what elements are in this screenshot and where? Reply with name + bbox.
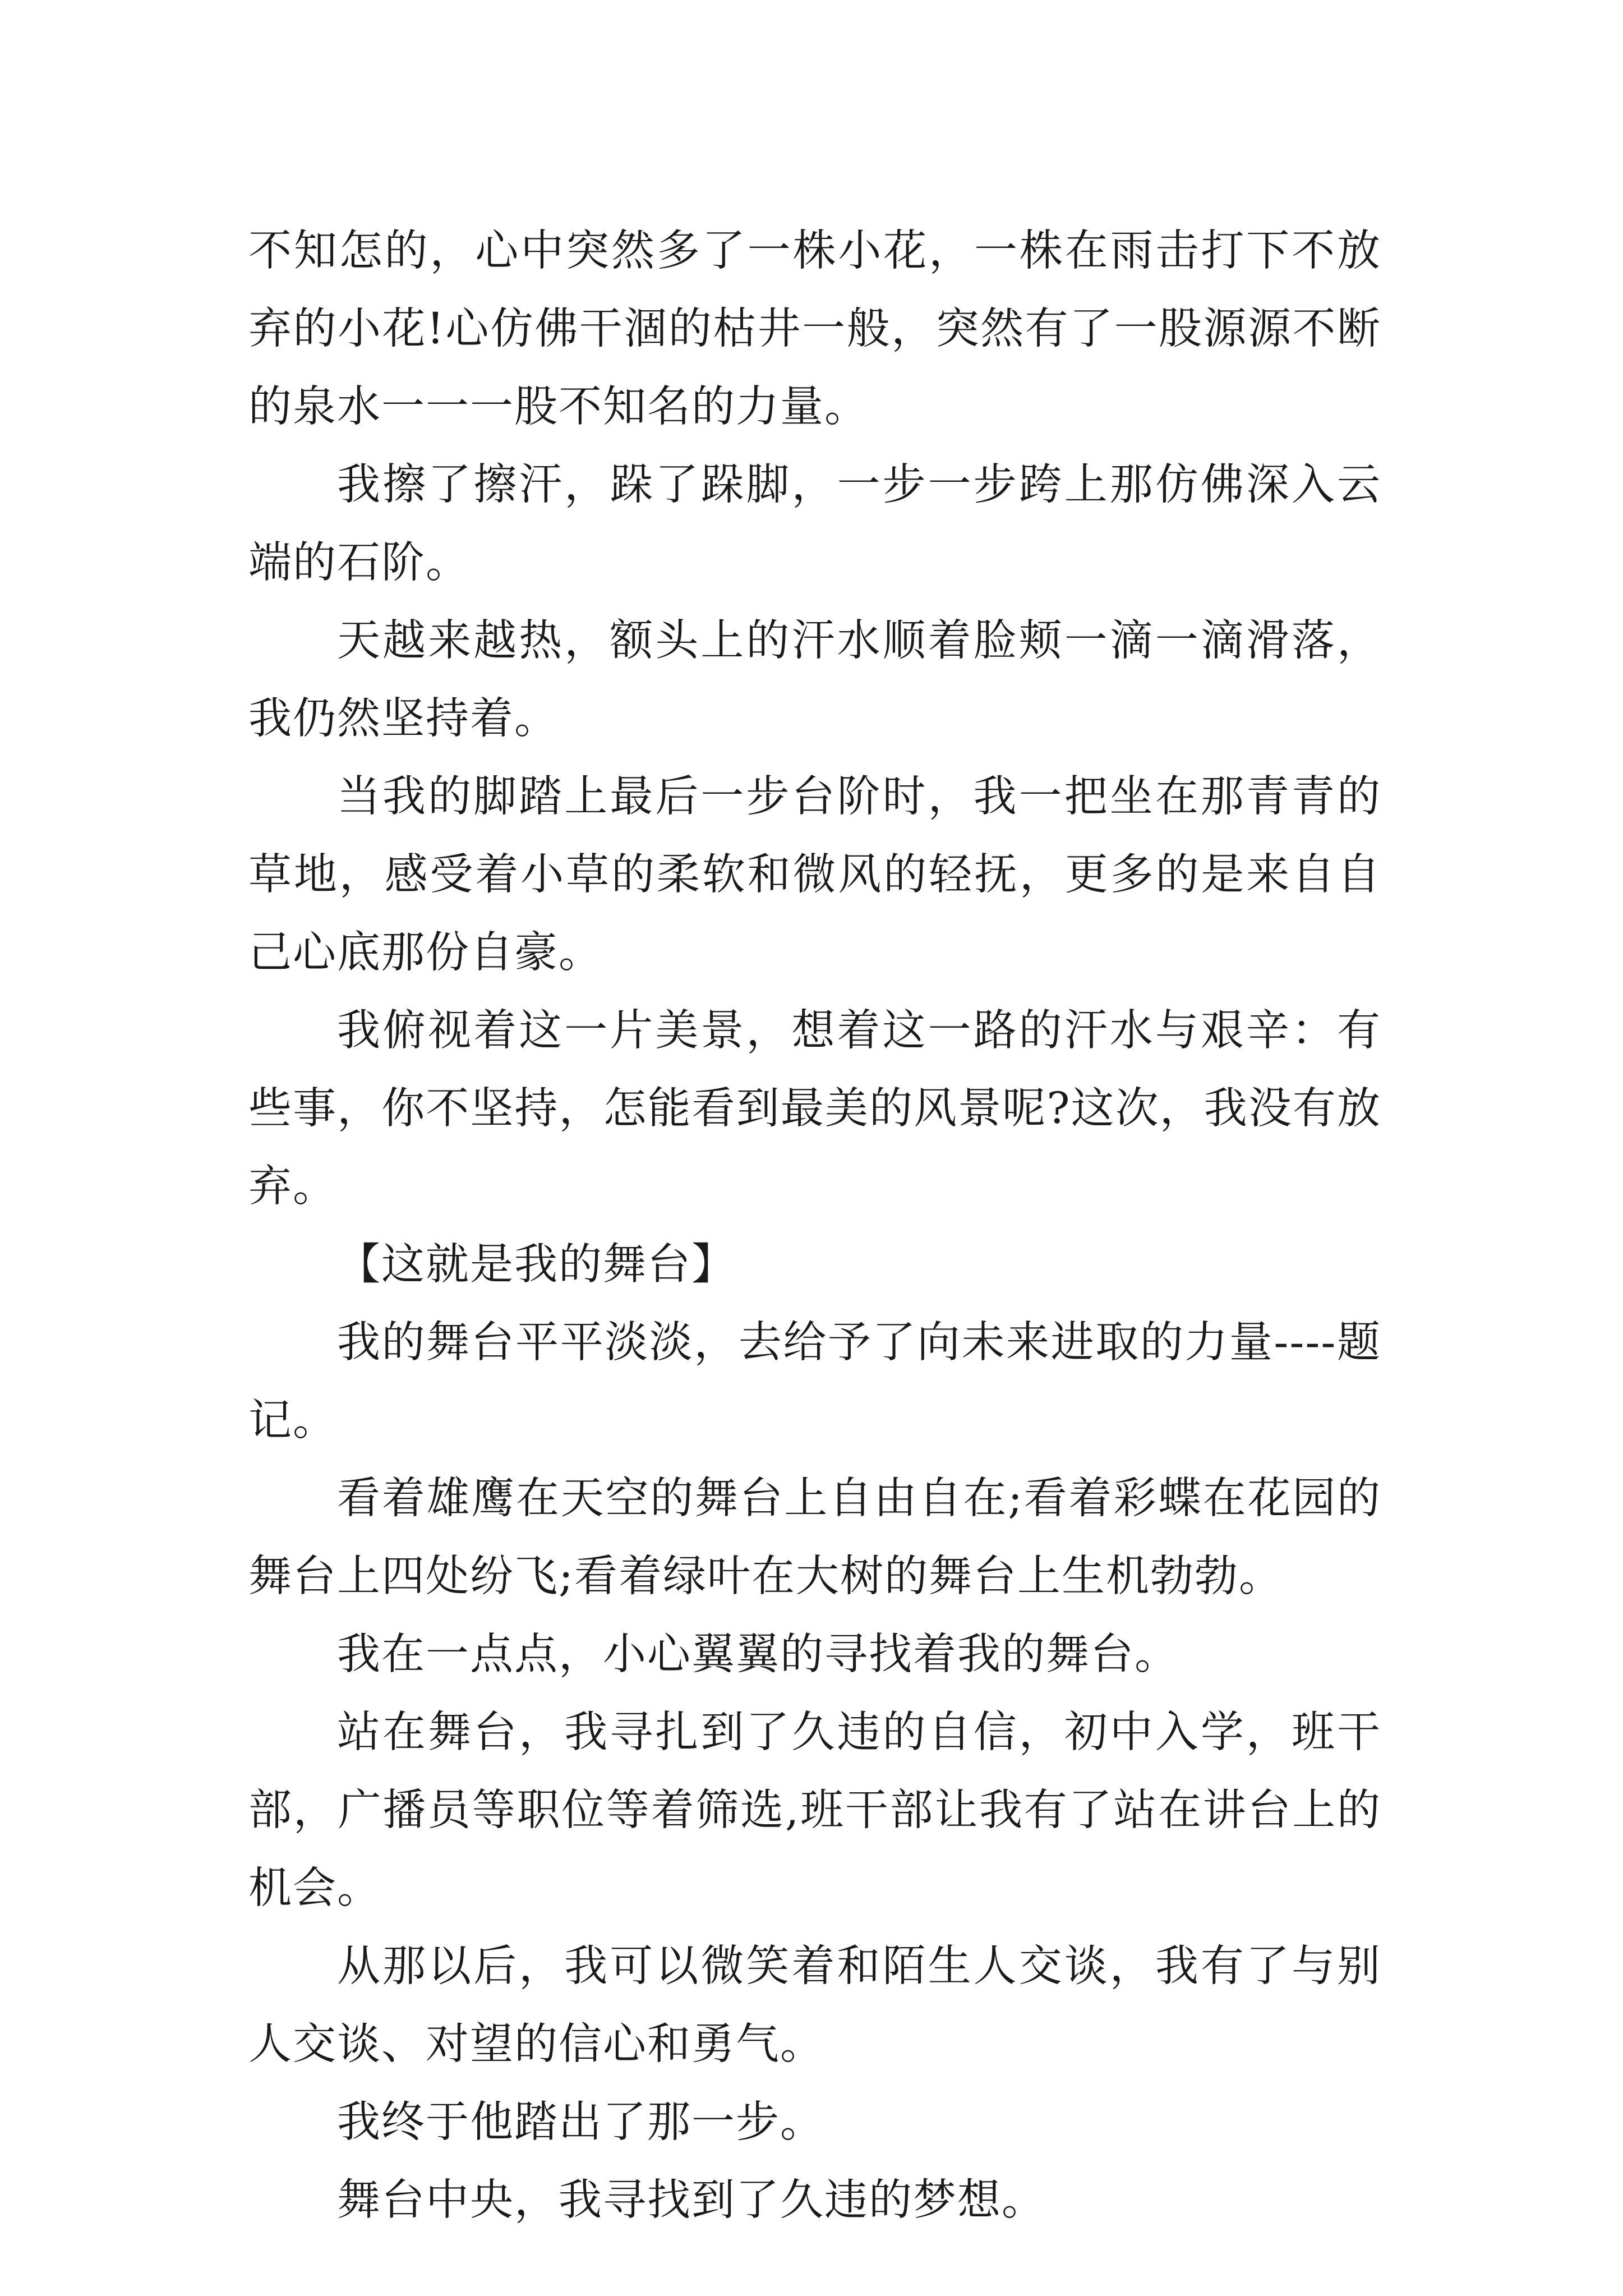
paragraph: 站在舞台，我寻扎到了久违的自信，初中入学，班干部，广播员等职位等着筛选,班干部让我有了站在讲台上的机会。 bbox=[248, 1708, 1381, 1913]
paragraph: 我的舞台平平淡淡，去给予了向未来进取的力量----题记。 bbox=[248, 1318, 1381, 1446]
paragraph: 我俯视着这一片美景，想着这一路的汗水与艰辛：有些事，你不坚持，怎能看到最美的风景呢?这次，我没有放弃。 bbox=[248, 1006, 1381, 1212]
paragraph: 舞台中央，我寻找到了久违的梦想。 bbox=[337, 2175, 1046, 2225]
paragraph: 当我的脚踏上最后一步台阶时，我一把坐在那青青的草地，感受着小草的柔软和微风的轻抚，更多的是来自自己心底那份自豪。 bbox=[248, 772, 1381, 978]
paragraph: 看着雄鹰在天空的舞台上自由自在;看着彩蝶在花园的舞台上四处纷飞;看着绿叶在大树的舞台上生机勃勃。 bbox=[248, 1474, 1381, 1602]
paragraph: 天越来越热，额头上的汗水顺着脸颊一滴一滴滑落，我仍然坚持着。 bbox=[248, 616, 1381, 744]
paragraph: 我终于他踏出了那一步。 bbox=[337, 2097, 824, 2147]
paragraph: 不知怎的，心中突然多了一株小花，一株在雨击打下不放弃的小花!心仿佛干涸的枯井一般，突然有了一股源源不断的泉水一一一股不知名的力量。 bbox=[248, 226, 1381, 432]
document-body bbox=[248, 212, 1381, 2239]
section-heading: 【这就是我的舞台】 bbox=[337, 1240, 736, 1290]
paragraph: 从那以后，我可以微笑着和陌生人交谈，我有了与别人交谈、对望的信心和勇气。 bbox=[248, 1941, 1381, 2069]
paragraph: 我擦了擦汗，跺了跺脚，一步一步跨上那仿佛深入云端的石阶。 bbox=[248, 460, 1381, 588]
paragraph: 我在一点点，小心翼翼的寻找着我的舞台。 bbox=[337, 1630, 1179, 1680]
